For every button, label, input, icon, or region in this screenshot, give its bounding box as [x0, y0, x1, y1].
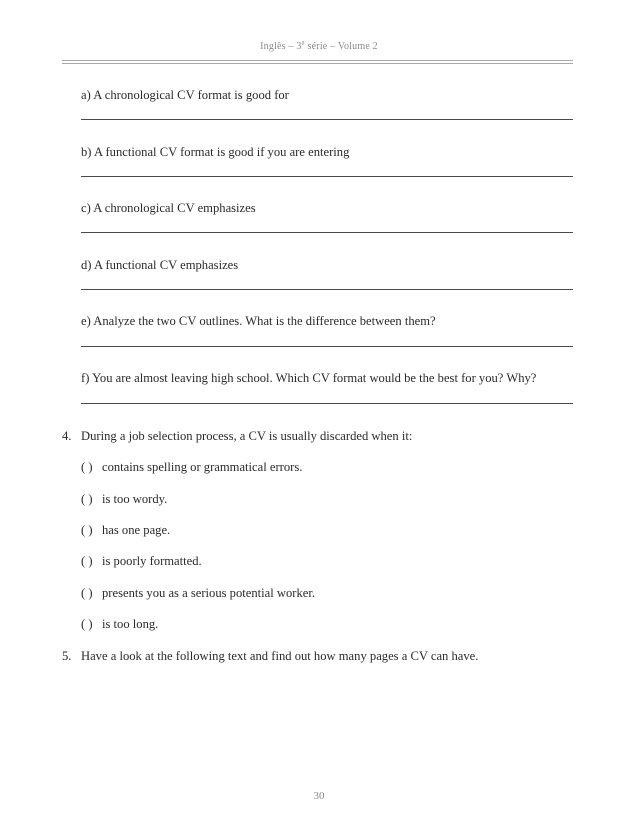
item-4-text: During a job selection process, a CV is usually discarded when it:	[81, 429, 413, 443]
header-rule-top	[62, 60, 573, 61]
running-header	[0, 38, 638, 52]
option-text: presents you as a serious potential worker.	[102, 586, 315, 600]
header-prefix: Inglês – 3	[260, 41, 302, 52]
question-b: b) A functional CV format is good if you are entering	[81, 145, 350, 159]
item-4-number: 4.	[62, 429, 72, 443]
page-number: 30	[313, 790, 325, 802]
header-superscript: a	[301, 38, 305, 47]
item-4	[62, 429, 412, 444]
option-row[interactable]	[81, 586, 315, 601]
option-row[interactable]	[81, 617, 158, 632]
option-text: is too wordy.	[102, 492, 168, 506]
option-row[interactable]	[81, 523, 170, 538]
option-row[interactable]	[81, 460, 302, 475]
answer-line-b[interactable]	[81, 176, 573, 177]
answer-line-e[interactable]	[81, 346, 573, 347]
question-d: d) A functional CV emphasizes	[81, 258, 239, 272]
checkbox-parens[interactable]: ( )	[81, 460, 93, 474]
answer-line-f[interactable]	[81, 403, 573, 404]
question-c: c) A chronological CV emphasizes	[81, 201, 256, 215]
checkbox-parens[interactable]: ( )	[81, 586, 93, 600]
answer-line-d[interactable]	[81, 289, 573, 290]
option-text: has one page.	[102, 523, 171, 537]
item-5-text: Have a look at the following text and find out how many pages a CV can have.	[81, 649, 479, 663]
checkbox-parens[interactable]: ( )	[81, 554, 93, 568]
option-text: is poorly formatted.	[102, 554, 202, 568]
item-5	[62, 649, 478, 664]
answer-line-c[interactable]	[81, 232, 573, 233]
question-e: e) Analyze the two CV outlines. What is the difference between them?	[81, 314, 436, 328]
item-5-number: 5.	[62, 649, 72, 663]
answer-line-a[interactable]	[81, 119, 573, 120]
checkbox-parens[interactable]: ( )	[81, 523, 93, 537]
option-text: contains spelling or grammatical errors.	[102, 460, 303, 474]
option-text: is too long.	[102, 617, 159, 631]
header-suffix: série – Volume 2	[304, 41, 378, 52]
option-row[interactable]	[81, 554, 202, 569]
question-f: f) You are almost leaving high school. Which CV format would be the best for you? Why?	[81, 371, 537, 385]
option-row[interactable]	[81, 492, 167, 507]
checkbox-parens[interactable]: ( )	[81, 492, 93, 506]
checkbox-parens[interactable]: ( )	[81, 617, 93, 631]
header-rule-bottom	[62, 63, 573, 64]
question-a: a) A chronological CV format is good for	[81, 88, 289, 102]
